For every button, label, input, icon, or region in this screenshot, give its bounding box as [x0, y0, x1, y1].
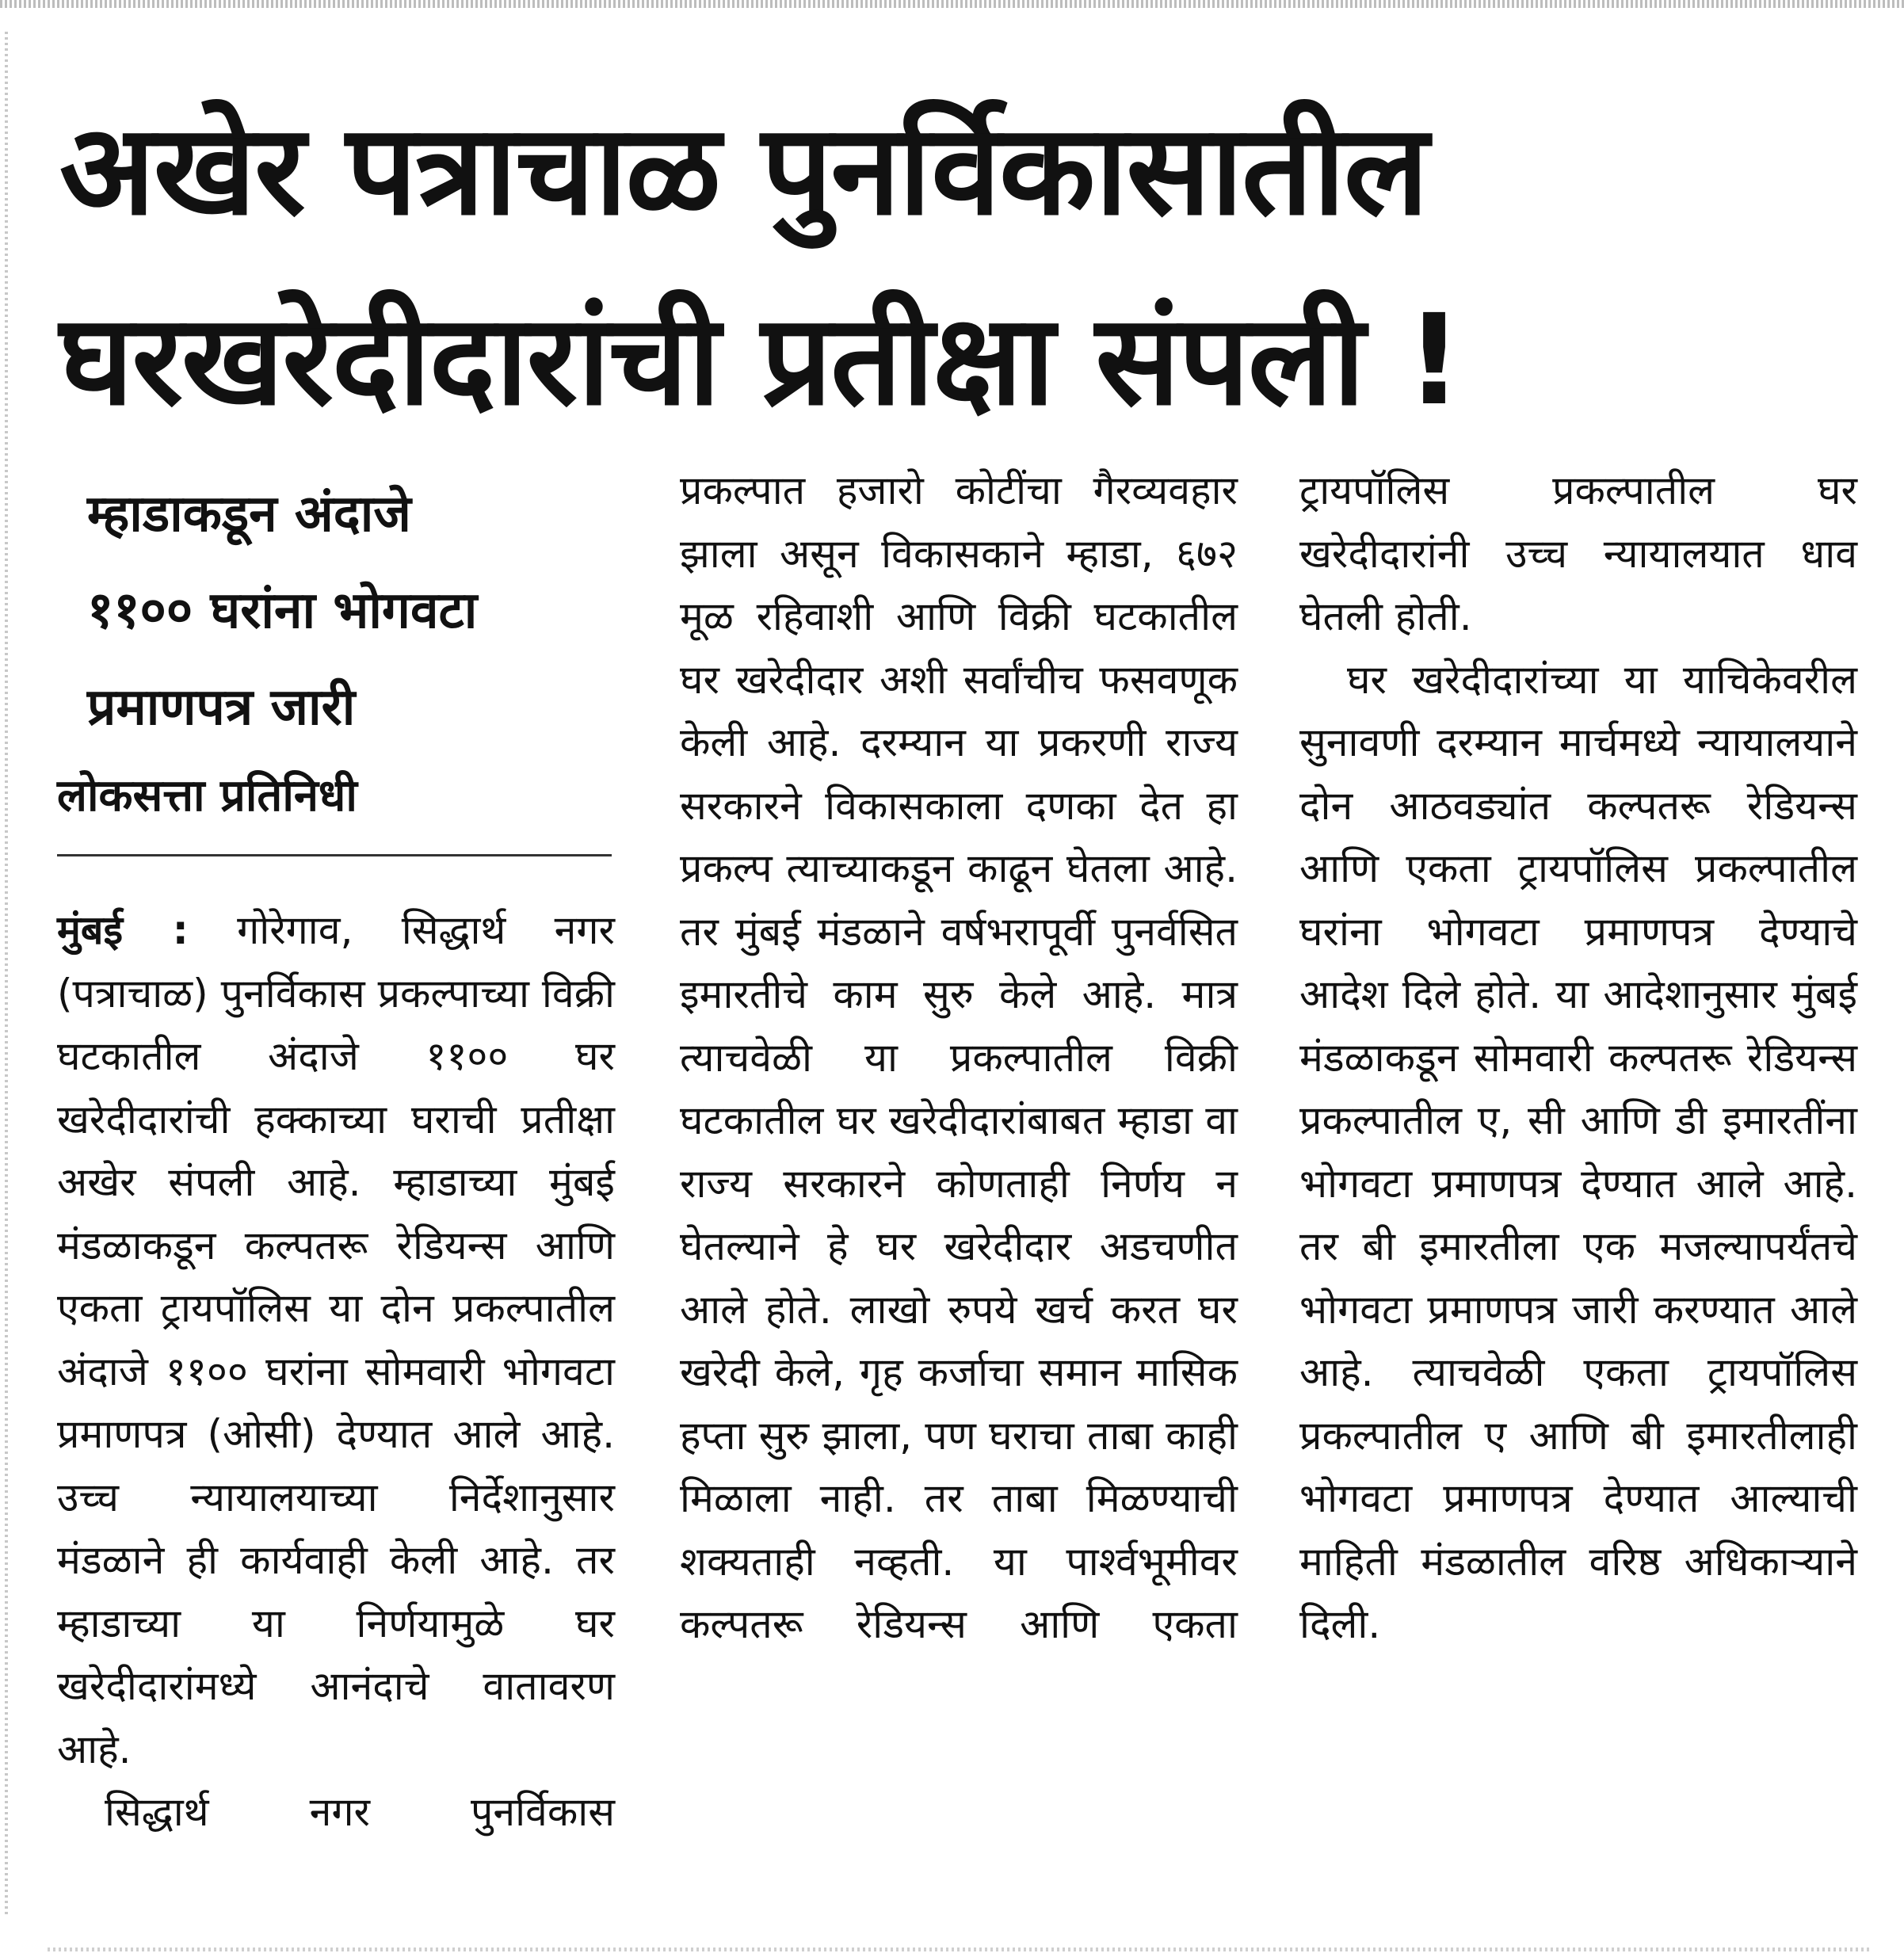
column-1-paragraph-2: सिद्धार्थ नगर पुनर्विकास: [105, 1789, 615, 1835]
headline-line-1: अखेर पत्राचाळ पुनर्विकासातील: [59, 97, 1428, 243]
headline-line-2: घरखरेदीदारांची प्रतीक्षा संपली !: [59, 288, 1462, 433]
column-3-paragraph-1: ट्रायपॉलिस प्रकल्पातील घर खरेदीदारांनी उच्च न्यायालयात धाव घेतली होती.: [1299, 467, 1857, 639]
scan-edge-bottom: [48, 1947, 1870, 1951]
subheading-line-3: प्रमाणपत्र जारी: [87, 678, 356, 737]
column-3-paragraph-2: घर खरेदीदारांच्या या याचिकेवरील सुनावणी दरम्यान मार्चमध्ये न्यायालयाने दोन आठवड्यांत कल्पतरू रेडियन्स आणि एकता ट्रायपॉलिस प्रकल्पातील घरांना भोगवटा प्रमाणपत्र देण्याचे आदेश दिले होते. या आदेशानुसार मुंबई मंडळाकडून सोमवारी कल्पतरू रेडियन्स प्रकल्पातील ए, सी आणि डी इमारतींना भोगवटा प्रमाणपत्र देण्यात आले आहे. तर बी इमारतीला एक मजल्यापर्यंतचे भोगवटा प्रमाणपत्र जारी करण्यात आले आहे. त्याचवेळी एकता ट्रायपॉलिस प्रकल्पातील ए आणि बी इमारतीलाही भोगवटा प्रमाणपत्र देण्यात आल्याची माहिती मंडळातील वरिष्ठ अधिकाऱ्याने दिली.: [1299, 656, 1857, 1647]
byline-divider: [57, 854, 612, 856]
byline: लोकसत्ता प्रतिनिधी: [57, 770, 357, 822]
scan-edge-left: [5, 32, 8, 1917]
subheading-line-1: म्हाडाकडून अंदाजे: [87, 485, 411, 544]
scan-edge-top: [0, 0, 1904, 8]
column-1-paragraph-1: [57, 899, 615, 1781]
subheading-line-2: ११०० घरांना भोगवटा: [87, 582, 478, 640]
column-2-paragraph-1: प्रकल्पात हजारो कोटींचा गैरव्यवहार झाला असून विकासकाने म्हाडा, ६७२ मूळ रहिवाशी आणि विक्री घटकातील घर खरेदीदार अशी सर्वांचीच फसवणूक केली आहे. दरम्यान या प्रकरणी राज्य सरकारने विकासकाला दणका देत हा प्रकल्प त्याच्याकडून काढून घेतला आहे. तर मुंबई मंडळाने वर्षभरापूर्वी पुनर्वसित इमारतीचे काम सुरु केले आहे. मात्र त्याचवेळी या प्रकल्पातील विक्री घटकातील घर खरेदीदारांबाबत म्हाडा वा राज्य सरकारने कोणताही निर्णय न घेतल्याने हे घर खरेदीदार अडचणीत आले होते. लाखो रुपये खर्च करत घर खरेदी केले, गृह कर्जाचा समान मासिक हप्ता सुरु झाला, पण घराचा ताबा काही मिळाला नाही. तर ताबा मिळण्याची शक्यताही नव्हती. या पार्श्वभूमीवर कल्पतरू रेडियन्स आणि एकता: [680, 467, 1238, 1647]
subheading: [87, 466, 610, 756]
article-column-2: [680, 460, 1238, 1657]
article-column-1: [57, 899, 615, 1844]
headline: [59, 75, 1882, 456]
article-column-3: [1299, 460, 1857, 1657]
dateline: मुंबई :: [57, 907, 189, 953]
column-1-paragraph-1-text: गोरेगाव, सिद्धार्थ नगर (पत्राचाळ) पुनर्विकास प्रकल्पाच्या विक्री घटकातील अंदाजे ११०० घर खरेदीदारांची हक्काच्या घराची प्रतीक्षा अखेर संपली आहे. म्हाडाच्या मुंबई मंडळाकडून कल्पतरू रेडियन्स आणि एकता ट्रायपॉलिस या दोन प्रकल्पातील अंदाजे ११०० घरांना सोमवारी भोगवटा प्रमाणपत्र (ओसी) देण्यात आले आहे. उच्च न्यायालयाच्या निर्देशानुसार मंडळाने ही कार्यवाही केली आहे. तर म्हाडाच्या या निर्णयामुळे घर खरेदीदारांमध्ये आनंदाचे वातावरण आहे.: [57, 907, 615, 1772]
